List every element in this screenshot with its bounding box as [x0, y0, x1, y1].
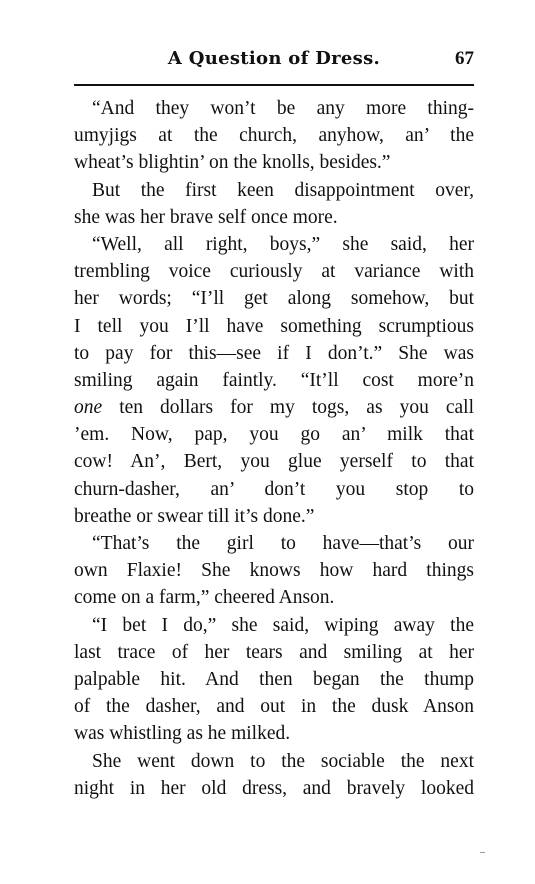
- text-line: “That’s the girl to have—that’s our: [92, 533, 474, 554]
- text-line: palpable hit. And then began the thump: [74, 668, 474, 690]
- text-line: ’em. Now, pap, you go an’ milk that: [74, 424, 474, 446]
- text-line: she was her brave self once more.: [74, 206, 338, 228]
- text-line: to pay for this—see if I don’t.” She was: [74, 342, 474, 364]
- text-line: her words; “I’ll get along somehow, but: [74, 288, 474, 310]
- header-rule: [74, 84, 474, 86]
- body-text: [74, 95, 474, 802]
- text-line: umyjigs at the church, anyhow, an’ the: [74, 125, 474, 147]
- text-line: She went down to the sociable the next: [92, 750, 474, 772]
- text-line: “And they won’t be any more thing-: [92, 98, 474, 119]
- running-title: A Question of Dress.: [167, 48, 381, 69]
- text-line: of the dasher, and out in the dusk Anson: [74, 696, 474, 718]
- text-line: come on a farm,” cheered Anson.: [74, 587, 335, 609]
- text-line: breathe or swear till it’s done.”: [74, 505, 315, 527]
- text-line: “Well, all right, boys,” she said, her: [92, 233, 474, 255]
- text-line: night in her old dress, and bravely looked: [74, 777, 474, 799]
- text-line-content: ten dollars for my togs, as you call: [119, 397, 475, 419]
- italic-word: one: [74, 397, 103, 419]
- print-speck: [480, 852, 485, 853]
- text-line: [74, 394, 474, 421]
- text-line: cow! An’, Bert, you glue yerself to that: [74, 451, 474, 473]
- text-line: But the first keen disappointment over,: [92, 179, 474, 201]
- text-line: own Flaxie! She knows how hard things: [74, 560, 474, 582]
- text-line: churn-dasher, an’ don’t you stop to: [74, 478, 474, 500]
- text-line: wheat’s blightin’ on the knolls, besides.”: [74, 152, 391, 174]
- text-line: smiling again faintly. “It’ll cost more’n: [74, 369, 474, 391]
- text-line: trembling voice curiously at variance with: [74, 261, 474, 283]
- text-line: last trace of her tears and smiling at her: [74, 641, 474, 663]
- page-number: 67: [455, 48, 474, 69]
- text-line: I tell you I’ll have something scrumptious: [74, 315, 474, 337]
- text-line: was whistling as he milked.: [74, 723, 291, 745]
- running-head: [74, 44, 474, 74]
- text-line: “I bet I do,” she said, wiping away the: [92, 614, 474, 636]
